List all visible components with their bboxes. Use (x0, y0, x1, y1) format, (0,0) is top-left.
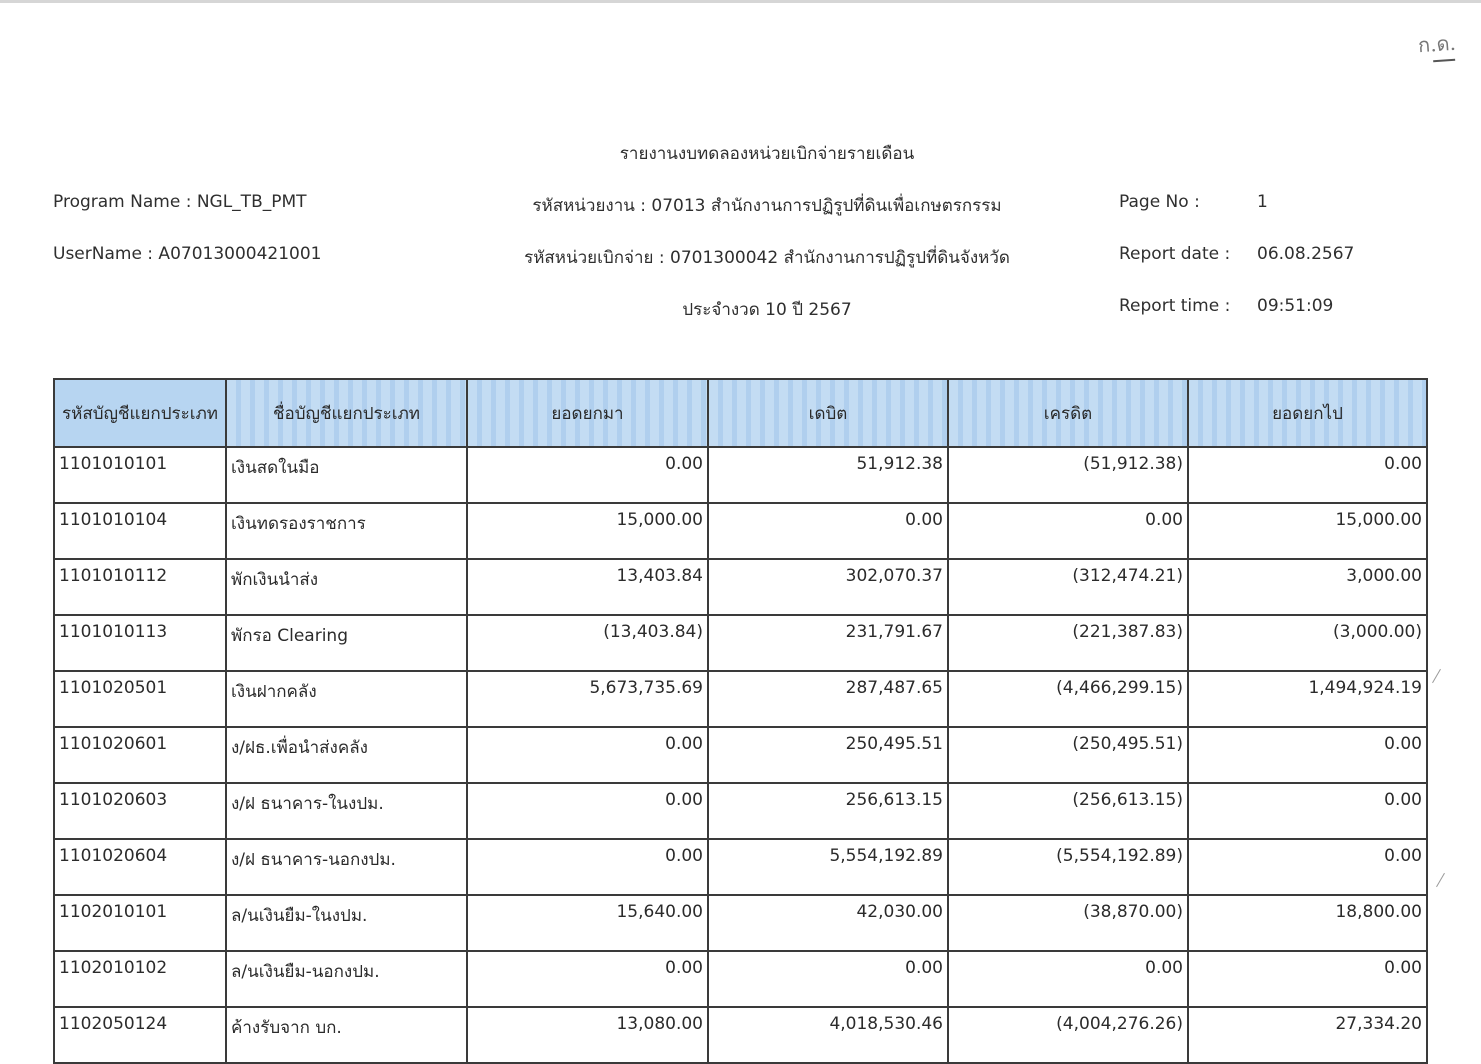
cell-debit: 5,554,192.89 (708, 839, 948, 895)
table-row (54, 951, 1427, 1007)
column-header-debit: เดบิต (708, 379, 948, 447)
table-row (54, 671, 1427, 727)
trial-balance-table (53, 378, 1428, 1064)
table-row (54, 559, 1427, 615)
table-row (54, 727, 1427, 783)
cell-account-code: 1101010101 (54, 447, 226, 503)
table-row (54, 615, 1427, 671)
cell-account-code: 1101020601 (54, 727, 226, 783)
cell-closing-balance: 3,000.00 (1188, 559, 1427, 615)
table-row (54, 839, 1427, 895)
report-time-value: 09:51:09 (1257, 296, 1334, 316)
cell-account-code: 1101020501 (54, 671, 226, 727)
column-header-account-code: รหัสบัญชีแยกประเภท (54, 379, 226, 447)
disbursement-unit-code: รหัสหน่วยเบิกจ่าย : 0701300042 สำนักงานการปฏิรูปที่ดินจังหวัด (524, 248, 1010, 268)
cell-account-code: 1101010104 (54, 503, 226, 559)
cell-opening-balance: 0.00 (467, 951, 708, 1007)
report-time-label: Report time : (1119, 296, 1231, 316)
cell-account-code: 1101020603 (54, 783, 226, 839)
page-no-value: 1 (1257, 192, 1268, 212)
column-header-credit: เครดิต (948, 379, 1188, 447)
table-row (54, 447, 1427, 503)
cell-opening-balance: 0.00 (467, 783, 708, 839)
cell-account-name: ง/ฝ ธนาคาร-ในงปม. (226, 783, 467, 839)
cell-closing-balance: 1,494,924.19 (1188, 671, 1427, 727)
cell-account-code: 1102010102 (54, 951, 226, 1007)
cell-closing-balance: 18,800.00 (1188, 895, 1427, 951)
cell-credit: (312,474.21) (948, 559, 1188, 615)
cell-debit: 287,487.65 (708, 671, 948, 727)
cell-credit: (256,613.15) (948, 783, 1188, 839)
cell-debit: 250,495.51 (708, 727, 948, 783)
page-no-label: Page No : (1119, 192, 1200, 212)
cell-credit: (5,554,192.89) (948, 839, 1188, 895)
cell-opening-balance: 13,403.84 (467, 559, 708, 615)
margin-tick-mark (1436, 873, 1445, 887)
cell-account-name: ล/นเงินยืม-ในงปม. (226, 895, 467, 951)
column-header-account-name: ชื่อบัญชีแยกประเภท (226, 379, 467, 447)
cell-closing-balance: 0.00 (1188, 951, 1427, 1007)
cell-account-name: ง/ฝ ธนาคาร-นอกงปม. (226, 839, 467, 895)
cell-debit: 51,912.38 (708, 447, 948, 503)
cell-account-name: พักรอ Clearing (226, 615, 467, 671)
cell-account-name: พักเงินนำส่ง (226, 559, 467, 615)
cell-credit: (38,870.00) (948, 895, 1188, 951)
cell-debit: 42,030.00 (708, 895, 948, 951)
cell-account-name: เงินฝากคลัง (226, 671, 467, 727)
cell-opening-balance: 5,673,735.69 (467, 671, 708, 727)
handwritten-initials-text: ก.ด. (1417, 30, 1457, 58)
cell-opening-balance: 0.00 (467, 447, 708, 503)
cell-credit: (4,466,299.15) (948, 671, 1188, 727)
cell-account-code: 1102010101 (54, 895, 226, 951)
cell-closing-balance: 0.00 (1188, 727, 1427, 783)
margin-tick-mark (1432, 669, 1441, 683)
column-header-closing-balance: ยอดยกไป (1188, 379, 1427, 447)
cell-account-name: ค้างรับจาก บก. (226, 1007, 467, 1063)
cell-debit: 0.00 (708, 951, 948, 1007)
report-date-value: 06.08.2567 (1257, 244, 1355, 264)
cell-credit: 0.00 (948, 503, 1188, 559)
cell-closing-balance: 0.00 (1188, 839, 1427, 895)
cell-opening-balance: (13,403.84) (467, 615, 708, 671)
table-row (54, 895, 1427, 951)
cell-account-name: เงินทดรองราชการ (226, 503, 467, 559)
cell-credit: (221,387.83) (948, 615, 1188, 671)
cell-closing-balance: 0.00 (1188, 783, 1427, 839)
cell-debit: 4,018,530.46 (708, 1007, 948, 1063)
column-header-opening-balance: ยอดยกมา (467, 379, 708, 447)
table-row (54, 1007, 1427, 1063)
report-date-label: Report date : (1119, 244, 1231, 264)
cell-opening-balance: 13,080.00 (467, 1007, 708, 1063)
cell-credit: (4,004,276.26) (948, 1007, 1188, 1063)
cell-closing-balance: 0.00 (1188, 447, 1427, 503)
cell-closing-balance: (3,000.00) (1188, 615, 1427, 671)
cell-debit: 302,070.37 (708, 559, 948, 615)
cell-account-code: 1101010113 (54, 615, 226, 671)
report-title: รายงานงบทดลองหน่วยเบิกจ่ายรายเดือน (619, 144, 915, 164)
cell-opening-balance: 0.00 (467, 839, 708, 895)
cell-credit: (51,912.38) (948, 447, 1188, 503)
cell-account-name: ง/ฝธ.เพื่อนำส่งคลัง (226, 727, 467, 783)
cell-closing-balance: 15,000.00 (1188, 503, 1427, 559)
cell-debit: 0.00 (708, 503, 948, 559)
cell-account-code: 1101020604 (54, 839, 226, 895)
cell-credit: (250,495.51) (948, 727, 1188, 783)
agency-code: รหัสหน่วยงาน : 07013 สำนักงานการปฏิรูปที่ดินเพื่อเกษตรกรรม (532, 196, 1002, 216)
cell-opening-balance: 0.00 (467, 727, 708, 783)
handwritten-initials (1417, 27, 1457, 62)
cell-account-name: เงินสดในมือ (226, 447, 467, 503)
cell-credit: 0.00 (948, 951, 1188, 1007)
cell-account-code: 1102050124 (54, 1007, 226, 1063)
cell-debit: 231,791.67 (708, 615, 948, 671)
handwritten-underline (1433, 59, 1455, 63)
cell-opening-balance: 15,640.00 (467, 895, 708, 951)
cell-debit: 256,613.15 (708, 783, 948, 839)
report-period: ประจำงวด 10 ปี 2567 (682, 300, 852, 320)
cell-account-name: ล/นเงินยืม-นอกงปม. (226, 951, 467, 1007)
table-row (54, 503, 1427, 559)
table-header-row (54, 379, 1427, 447)
cell-opening-balance: 15,000.00 (467, 503, 708, 559)
table-row (54, 783, 1427, 839)
user-name: UserName : A07013000421001 (53, 244, 322, 264)
cell-account-code: 1101010112 (54, 559, 226, 615)
cell-closing-balance: 27,334.20 (1188, 1007, 1427, 1063)
program-name: Program Name : NGL_TB_PMT (53, 192, 307, 212)
scan-top-edge (0, 0, 1481, 3)
